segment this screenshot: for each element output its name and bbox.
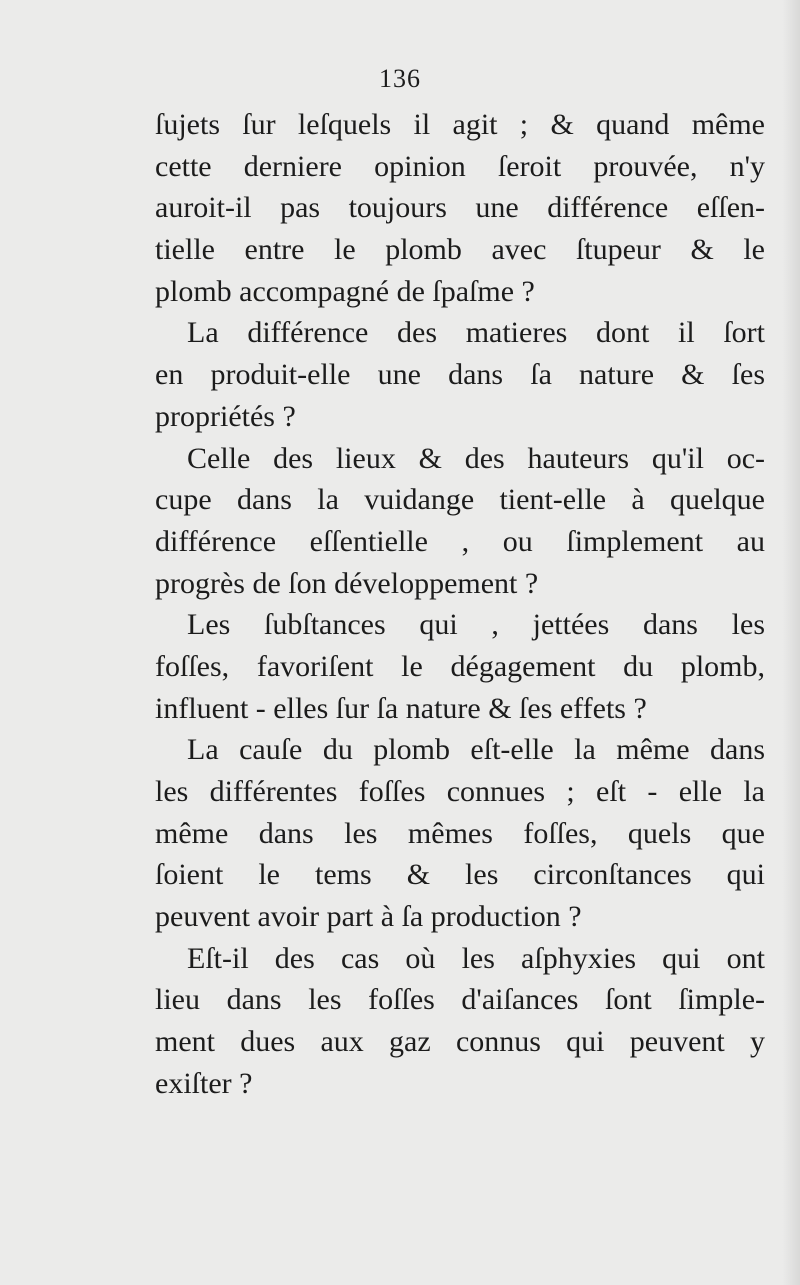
- paragraph: [155, 312, 765, 437]
- text-line: foſſes, favoriſent le dégagement du plomb,: [155, 649, 765, 683]
- text-line: Celle des lieux & des hauteurs qu'il oc-: [187, 441, 765, 475]
- text-line: Eſt-il des cas où les aſphyxies qui ont: [187, 941, 765, 975]
- text-line: différence eſſentielle , ou ſimplement au: [155, 524, 765, 558]
- text-line: La différence des matieres dont il ſort: [187, 316, 765, 350]
- text-line: ſujets ſur leſquels il agit ; & quand même: [155, 108, 765, 141]
- paragraph: [155, 604, 765, 729]
- text-line: les différentes foſſes connues ; eſt - elle la: [155, 775, 765, 808]
- body-text: [155, 104, 765, 1105]
- text-line: Les ſubſtances qui , jettées dans les: [187, 608, 765, 642]
- text-line: ment dues aux gaz connus qui peuvent y: [155, 1025, 765, 1059]
- text-line: lieu dans les foſſes d'aiſances ſont ſimple-: [155, 983, 765, 1017]
- text-line: exiſter ?: [155, 1066, 253, 1100]
- page-number: 136: [379, 64, 421, 93]
- text-line: ſoient le tems & les circonſtances qui: [155, 858, 765, 892]
- text-line: influent - elles ſur ſa nature & ſes effets ?: [155, 691, 647, 725]
- text-line: en produit-elle une dans ſa nature & ſes: [155, 358, 765, 392]
- paragraph: [155, 729, 765, 937]
- text-line: peuvent avoir part à ſa production ?: [155, 900, 582, 934]
- text-line: auroit-il pas toujours une différence eſſen-: [155, 191, 765, 225]
- text-line: progrès de ſon développement ?: [155, 566, 539, 600]
- text-line: cette derniere opinion ſeroit prouvée, n'y: [155, 149, 765, 183]
- text-line: cupe dans la vuidange tient-elle à quelque: [155, 483, 765, 517]
- paragraph: [155, 438, 765, 605]
- text-line: propriétés ?: [155, 399, 296, 433]
- text-line: tielle entre le plomb avec ſtupeur & le: [155, 233, 765, 267]
- paragraph: [155, 104, 765, 312]
- text-line: même dans les mêmes foſſes, quels que: [155, 816, 765, 850]
- text-line: La cauſe du plomb eſt-elle la même dans: [187, 733, 765, 767]
- text-line: plomb accompagné de ſpaſme ?: [155, 274, 535, 308]
- page-edge-shadow: [782, 0, 800, 1285]
- paragraph: [155, 938, 765, 1105]
